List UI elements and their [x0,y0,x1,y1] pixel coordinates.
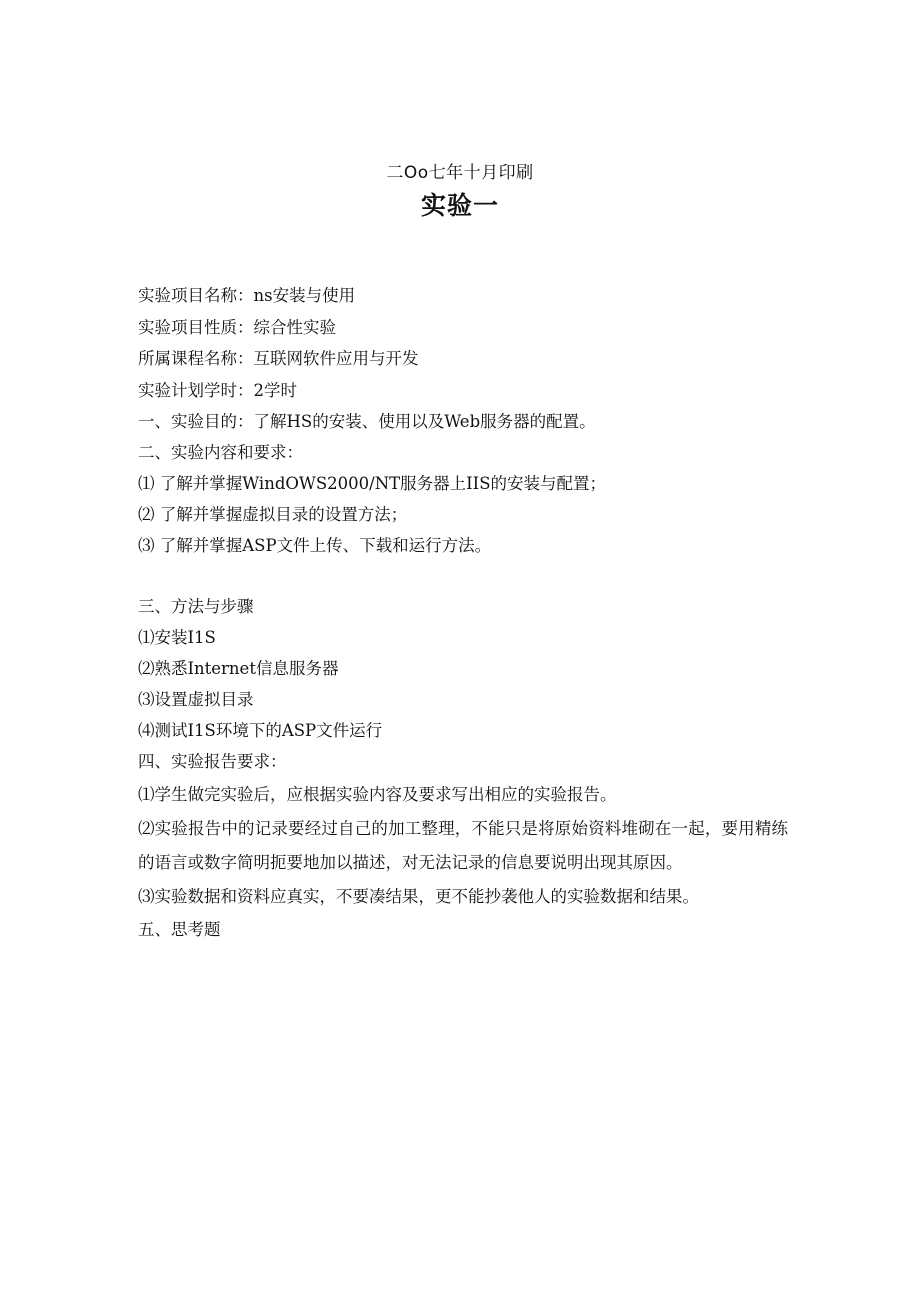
section-content-heading: 二、实验内容和要求： [138,443,303,462]
section-objective [138,406,788,437]
section-report-heading: 四、实验报告要求： [138,752,287,771]
list-item: ⑵ 了解并掌握虚拟目录的设置方法； [138,505,408,524]
section-objective-heading: 一、实验目的：了解HS的安装、使用以及Web服务器的配置。 [138,412,596,431]
section-method [138,591,788,746]
list-item: ⑶ 了解并掌握ASP文件上传、下载和运行方法。 [138,536,492,555]
planned-hours: 实验计划学时：2学时 [138,380,297,400]
list-item: ⑴学生做完实验后，应根据实验内容及要求写出相应的实验报告。 [138,785,617,804]
list-item: ⑶实验数据和资料应真实，不要凑结果，更不能抄袭他人的实验数据和结果。 [138,887,699,906]
spacer [138,561,788,591]
section-content [138,437,788,561]
experiment-title: 实验一 [420,191,499,220]
list-item: ⑵实验报告中的记录要经过自己的加工整理，不能只是将原始资料堆砌在一起，要用精练的语言或数字简明扼要地加以描述，对无法记录的信息要说明出现其原因。 [138,819,788,872]
section-questions-heading: 五、思考题 [138,920,221,939]
section-report [138,746,788,914]
list-item: ⑵熟悉Internet信息服务器 [138,659,339,678]
list-item: ⑷测试I1S环境下的ASP文件运行 [138,721,383,740]
project-nature: 实验项目性质：综合性实验 [138,317,336,337]
course-name: 所属课程名称：互联网软件应用与开发 [138,349,419,368]
list-item: ⑴安装I1S [138,628,216,647]
document-body [138,280,788,946]
section-questions [138,914,788,946]
list-item: ⑴ 了解并掌握WindOWS2000/NT服务器上IIS的安装与配置； [138,474,607,493]
section-method-heading: 三、方法与步骤 [138,597,254,616]
project-name: 实验项目名称：ns安装与使用 [138,286,356,305]
list-item: ⑶设置虚拟目录 [138,690,254,709]
print-date: 二Oo七年十月印刷 [386,163,534,183]
experiment-meta [138,280,788,406]
